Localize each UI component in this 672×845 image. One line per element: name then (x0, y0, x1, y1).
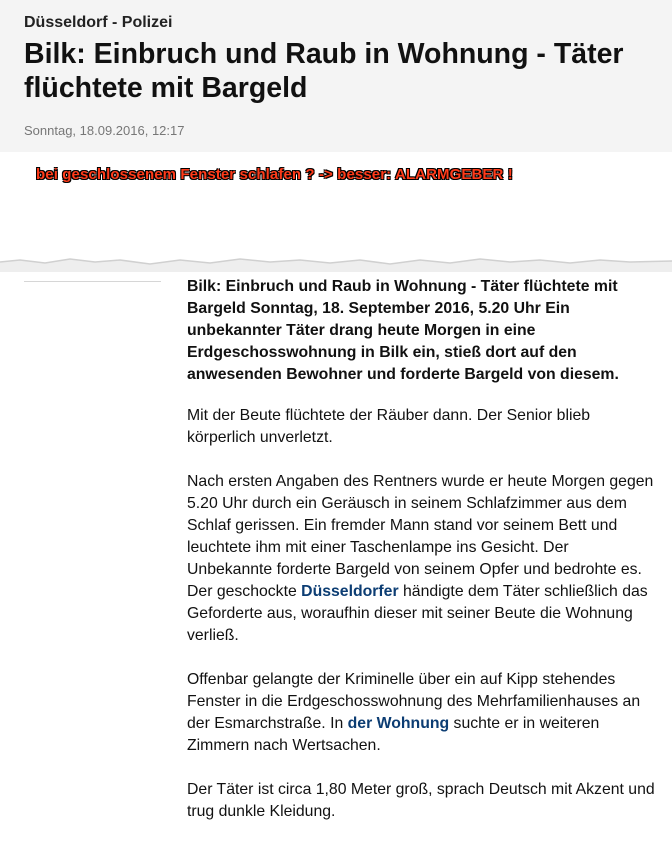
paragraph-3-text-start: Offenbar gelangte der Kriminelle über ein auf Kipp stehendes Fenster in die Erdgeschosswohnung des Mehrfamilienhauses an der Esmarchstraße. In (187, 671, 641, 732)
publish-date: Sonntag, 18.09.2016, 12:17 (24, 123, 185, 138)
article-lead: Bilk: Einbruch und Raub in Wohnung - Täter flüchtete mit Bargeld Sonntag, 18. September 2016, 5.20 Uhr Ein unbekannter Täter drang heute Morgen in eine Erdgeschosswohnung in Bilk ein, stieß dort auf den anwesenden Bewohner und forderte Bargeld von diesem. (187, 278, 619, 383)
article-body (187, 276, 657, 845)
handwritten-annotation: bei geschlossenem Fenster schlafen ? -> besser: ALARMGEBER ! (36, 166, 513, 183)
article-paragraph-3 (187, 669, 657, 757)
sidebar-divider (24, 281, 161, 282)
paragraph-2-text-end: händigte dem Täter schließlich das Geforderte aus, woraufhin dieser mit seiner Beute die Wohnung verließ. (187, 583, 648, 644)
link-duesseldorfer[interactable]: Düsseldorfer (301, 583, 399, 600)
paragraph-3-text-end: suchte er in weiteren Zimmern nach Wertsachen. (187, 715, 600, 754)
paragraph-2-text-start: Nach ersten Angaben des Rentners wurde er heute Morgen gegen 5.20 Uhr durch ein Geräusch in seinem Schlafzimmer aus dem Schlaf gerissen. Ein fremder Mann stand vor seinem Bett und leuchtete ihm mit einer Taschenlampe ins Gesicht. Der Unbekannte forderte Bargeld von seinem Opfer und bedrohte es. Der geschockte (187, 473, 654, 600)
torn-edge-divider (0, 252, 672, 272)
link-der-wohnung[interactable]: der Wohnung (347, 715, 450, 732)
section-kicker[interactable]: Düsseldorf - Polizei (24, 14, 173, 31)
article-paragraph-2 (187, 471, 657, 647)
article-paragraph-1: Mit der Beute flüchtete der Räuber dann. Der Senior blieb körperlich unverletzt. (187, 407, 591, 446)
page-title: Bilk: Einbruch und Raub in Wohnung - Täter flüchtete mit Bargeld (24, 38, 624, 104)
article-paragraph-4: Der Täter ist circa 1,80 Meter groß, sprach Deutsch mit Akzent und trug dunkle Kleidung. (187, 781, 655, 820)
